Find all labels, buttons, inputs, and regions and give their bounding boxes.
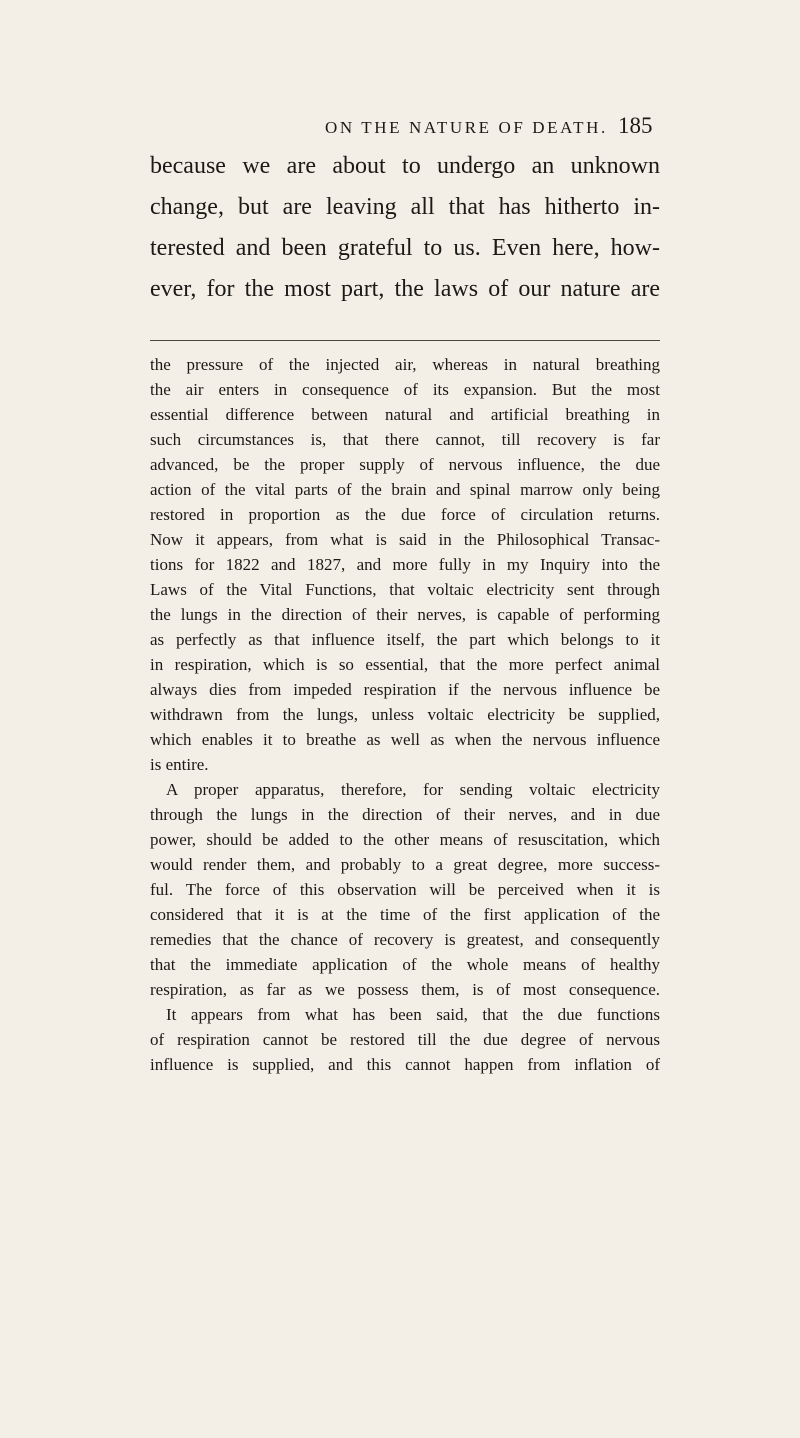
main-text-line: because we are about to undergo an unknown (150, 153, 660, 179)
footnote-line: tions for 1822 and 1827, and more fully in my Inquiry into the (150, 555, 660, 574)
footnote-line: would render them, and probably to a great degree, more success- (150, 855, 660, 874)
footnote-line: influence is supplied, and this cannot happen from inflation of (150, 1055, 660, 1074)
footnote-divider (150, 340, 660, 341)
footnote-line: withdrawn from the lungs, unless voltaic electricity be supplied, (150, 705, 660, 724)
footnote-line: of respiration cannot be restored till the due degree of nervous (150, 1030, 660, 1049)
footnote-line: the air enters in consequence of its expansion. But the most (150, 380, 660, 399)
footnote-line: the lungs in the direction of their nerves, is capable of performing (150, 605, 660, 624)
footnote-line: through the lungs in the direction of their nerves, and in due (150, 805, 660, 824)
main-text-line: ever, for the most part, the laws of our nature are (150, 276, 660, 302)
footnote-line: is entire. (150, 755, 209, 774)
running-head-title: ON THE NATURE OF DEATH. (325, 118, 608, 137)
footnote-line: in respiration, which is so essential, that the more perfect animal (150, 655, 660, 674)
footnote-line: ful. The force of this observation will be perceived when it is (150, 880, 660, 899)
footnote-line: remedies that the chance of recovery is greatest, and consequently (150, 930, 660, 949)
footnote-line: essential difference between natural and artificial breathing in (150, 405, 660, 424)
footnote-line: A proper apparatus, therefore, for sending voltaic electricity (166, 780, 660, 799)
footnote-line: Now it appears, from what is said in the Philosophical Transac- (150, 530, 660, 549)
footnote-block (150, 352, 660, 1077)
footnote-line: the pressure of the injected air, whereas in natural breathing (150, 355, 660, 374)
footnote-line: action of the vital parts of the brain and spinal marrow only being (150, 480, 660, 499)
footnote-line: advanced, be the proper supply of nervous influence, the due (150, 455, 660, 474)
main-text-line: change, but are leaving all that has hitherto in- (150, 194, 660, 220)
footnote-line: respiration, as far as we possess them, is of most consequence. (150, 980, 660, 999)
footnote-line: always dies from impeded respiration if the nervous influence be (150, 680, 660, 699)
page-number: 185 (618, 113, 653, 138)
footnote-line: Laws of the Vital Functions, that voltaic electricity sent through (150, 580, 660, 599)
footnote-line: such circumstances is, that there cannot, till recovery is far (150, 430, 660, 449)
footnote-line: considered that it is at the time of the first application of the (150, 905, 660, 924)
footnote-line: power, should be added to the other means of resuscitation, which (150, 830, 660, 849)
main-text-block (150, 146, 660, 310)
running-head (0, 113, 800, 140)
footnote-line: It appears from what has been said, that the due functions (166, 1005, 660, 1024)
footnote-line: restored in proportion as the due force of circulation returns. (150, 505, 660, 524)
footnote-line: that the immediate application of the whole means of healthy (150, 955, 660, 974)
main-text-line: terested and been grateful to us. Even here, how- (150, 235, 660, 261)
footnote-line: as perfectly as that influence itself, the part which belongs to it (150, 630, 660, 649)
footnote-line: which enables it to breathe as well as when the nervous influence (150, 730, 660, 749)
